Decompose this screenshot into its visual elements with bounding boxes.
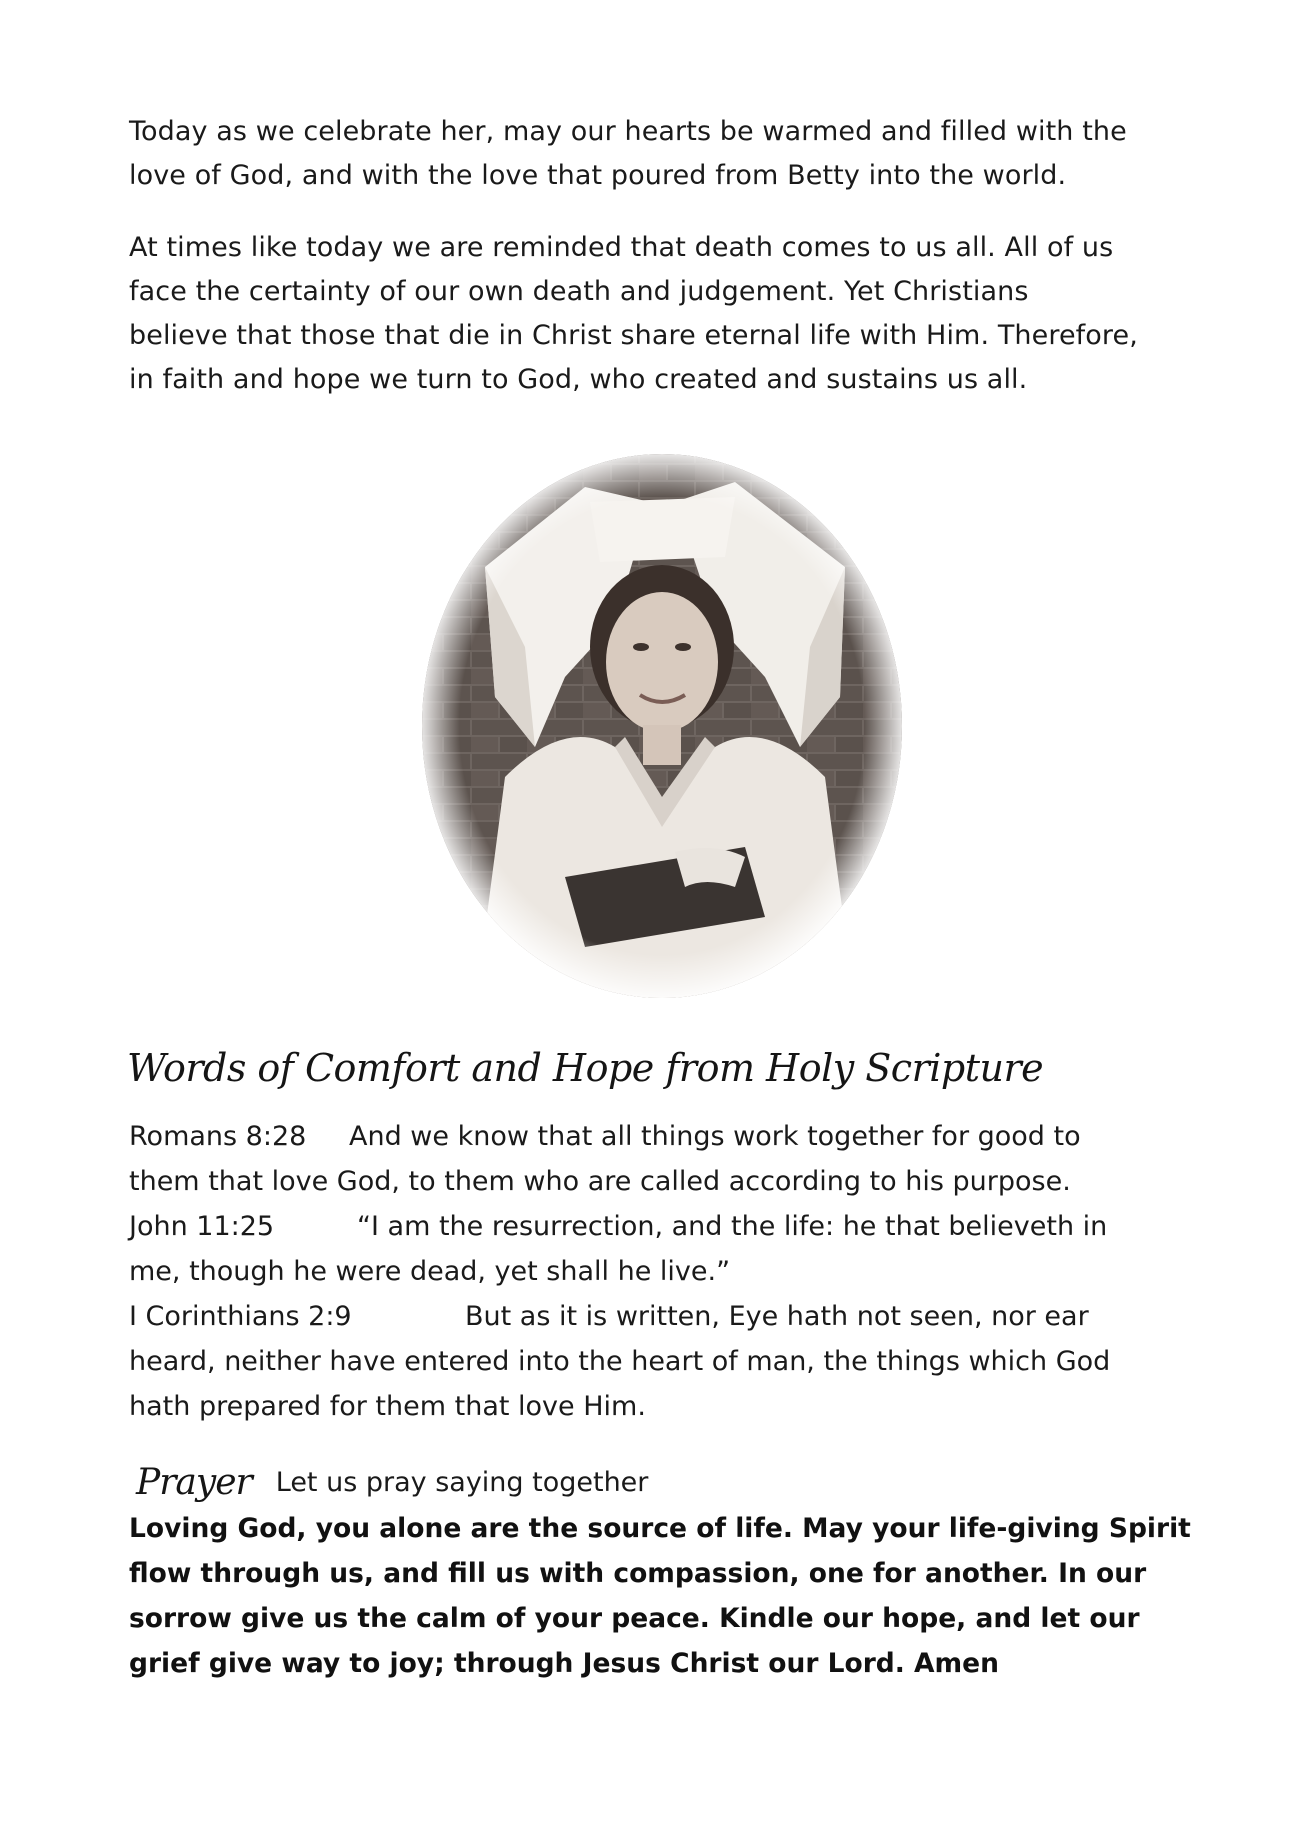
text-line: in faith and hope we turn to God, who created and sustains us all. (129, 364, 1028, 395)
text-line: Today as we celebrate her, may our hearts be warmed and filled with the (129, 116, 1127, 147)
prayer-line: flow through us, and fill us with compassion, one for another. In our (129, 1558, 1147, 1589)
intro-paragraph-1 (129, 110, 1189, 198)
scripture-text: But as it is written, Eye hath not seen, nor ear (465, 1301, 1089, 1332)
scripture-row (129, 1204, 1189, 1249)
scripture-passages (129, 1114, 1189, 1429)
prayer-heading (136, 1462, 648, 1503)
scripture-reference: I Corinthians 2:9 (129, 1301, 352, 1332)
scripture-row (129, 1294, 1189, 1339)
scripture-reference: John 11:25 (129, 1211, 275, 1242)
portrait-photo (415, 447, 909, 1005)
scripture-text: me, though he were dead, yet shall he live.” (129, 1256, 731, 1287)
scripture-text: heard, neither have entered into the heart of man, the things which God (129, 1346, 1111, 1377)
intro-paragraph-2 (129, 226, 1189, 402)
text-line: face the certainty of our own death and judgement. Yet Christians (129, 276, 1029, 307)
prayer-line: grief give way to joy; through Jesus Christ our Lord. Amen (129, 1648, 999, 1679)
scripture-text: hath prepared for them that love Him. (129, 1391, 646, 1422)
prayer-title: Prayer (136, 1462, 252, 1503)
prayer-invitation: Let us pray saying together (275, 1467, 649, 1498)
scripture-heading: Words of Comfort and Hope from Holy Scripture (127, 1046, 1044, 1090)
scripture-text: them that love God, to them who are called according to his purpose. (129, 1166, 1071, 1197)
scripture-row (129, 1114, 1189, 1159)
scripture-text: “I am the resurrection, and the life: he that believeth in (357, 1211, 1108, 1242)
scripture-reference: Romans 8:28 (129, 1121, 307, 1152)
text-line: love of God, and with the love that poured from Betty into the world. (129, 160, 1067, 191)
text-line: At times like today we are reminded that death comes to us all. All of us (129, 232, 1114, 263)
prayer-line: Loving God, you alone are the source of life. May your life-giving Spirit (129, 1513, 1191, 1544)
scripture-text: And we know that all things work together for good to (349, 1121, 1081, 1152)
text-line: believe that those that die in Christ share eternal life with Him. Therefore, (129, 320, 1138, 351)
prayer-text (129, 1506, 1209, 1686)
prayer-line: sorrow give us the calm of your peace. Kindle our hope, and let our (129, 1603, 1140, 1634)
